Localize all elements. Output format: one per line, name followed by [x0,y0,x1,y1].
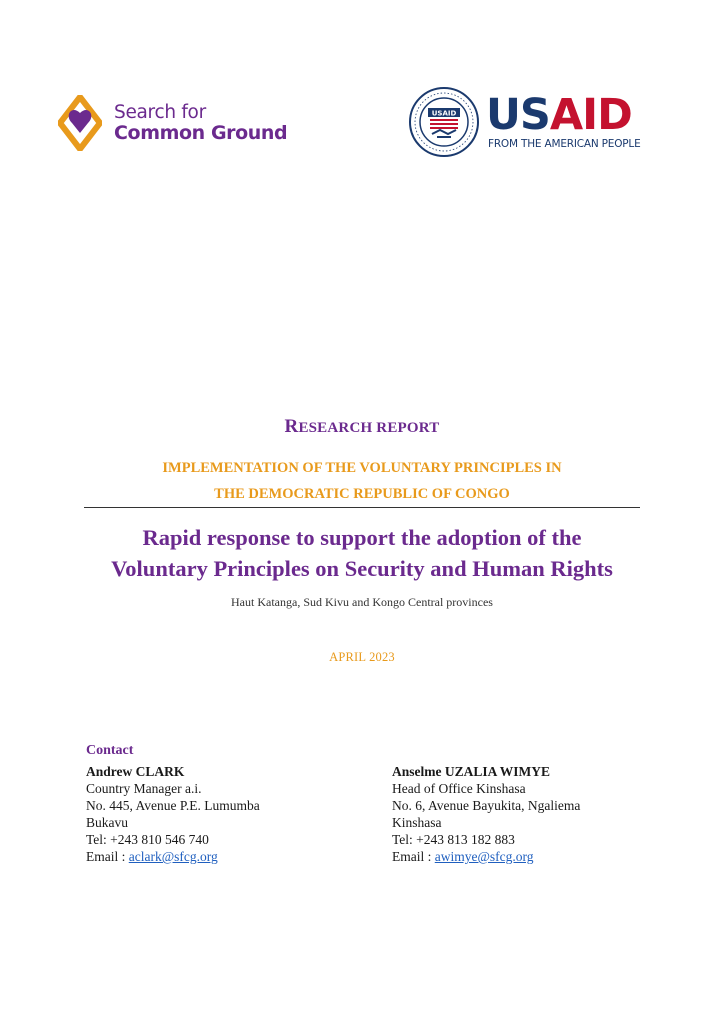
implementation-line1: IMPLEMENTATION OF THE VOLUNTARY PRINCIPLES IN [162,460,562,476]
usaid-logo [408,86,658,158]
contact-email-row [86,848,260,865]
provinces-subtitle: Haut Katanga, Sud Kivu and Kongo Central provinces [231,595,493,609]
contact-address: No. 445, Avenue P.E. Lumumba [86,798,260,813]
report-title-line1: Rapid response to support the adoption of the [142,525,582,550]
contact-city: Bukavu [86,815,128,830]
report-title [60,522,664,584]
report-label [0,416,724,438]
contact-name: Andrew CLARK [86,764,185,779]
contact-tel: Tel: +243 810 546 740 [86,832,209,847]
contact-role: Country Manager a.i. [86,781,202,796]
contact-email-label: Email : [86,849,129,864]
sfcg-logo-line1: Search for [114,102,206,123]
contact-heading: Contact [86,743,134,758]
report-label-rest: ESEARCH REPORT [298,420,440,436]
sfcg-diamond-icon [58,95,102,151]
contact-email-link[interactable]: aclark@sfcg.org [128,849,218,864]
contact-name: Anselme UZALIA WIMYE [392,764,551,779]
usaid-us: US [486,90,550,140]
report-label-first: R [284,416,299,437]
usaid-tagline: FROM THE AMERICAN PEOPLE [488,138,641,150]
heading-divider [84,507,640,508]
usaid-aid: AID [549,90,632,140]
contact-email-label: Email : [392,849,435,864]
contact-card-left [86,763,260,865]
usaid-seal-icon [408,86,480,158]
contact-card-right [392,763,580,865]
contact-city: Kinshasa [392,815,442,830]
usaid-seal-label: USAID [431,109,457,118]
contact-tel: Tel: +243 813 182 883 [392,832,515,847]
implementation-heading [80,455,644,507]
sfcg-logo [58,93,308,153]
contact-email-link[interactable]: awimye@sfcg.org [434,849,534,864]
contact-address: No. 6, Avenue Bayukita, Ngaliema [392,798,581,813]
report-date: APRIL 2023 [329,650,395,664]
contact-email-row [392,848,580,865]
contact-role: Head of Office Kinshasa [392,781,526,796]
usaid-wordmark [486,90,632,140]
sfcg-logo-line2: Common Ground [114,122,288,144]
report-title-line2: Voluntary Principles on Security and Human Rights [111,556,613,581]
implementation-line2: THE DEMOCRATIC REPUBLIC OF CONGO [214,486,510,502]
